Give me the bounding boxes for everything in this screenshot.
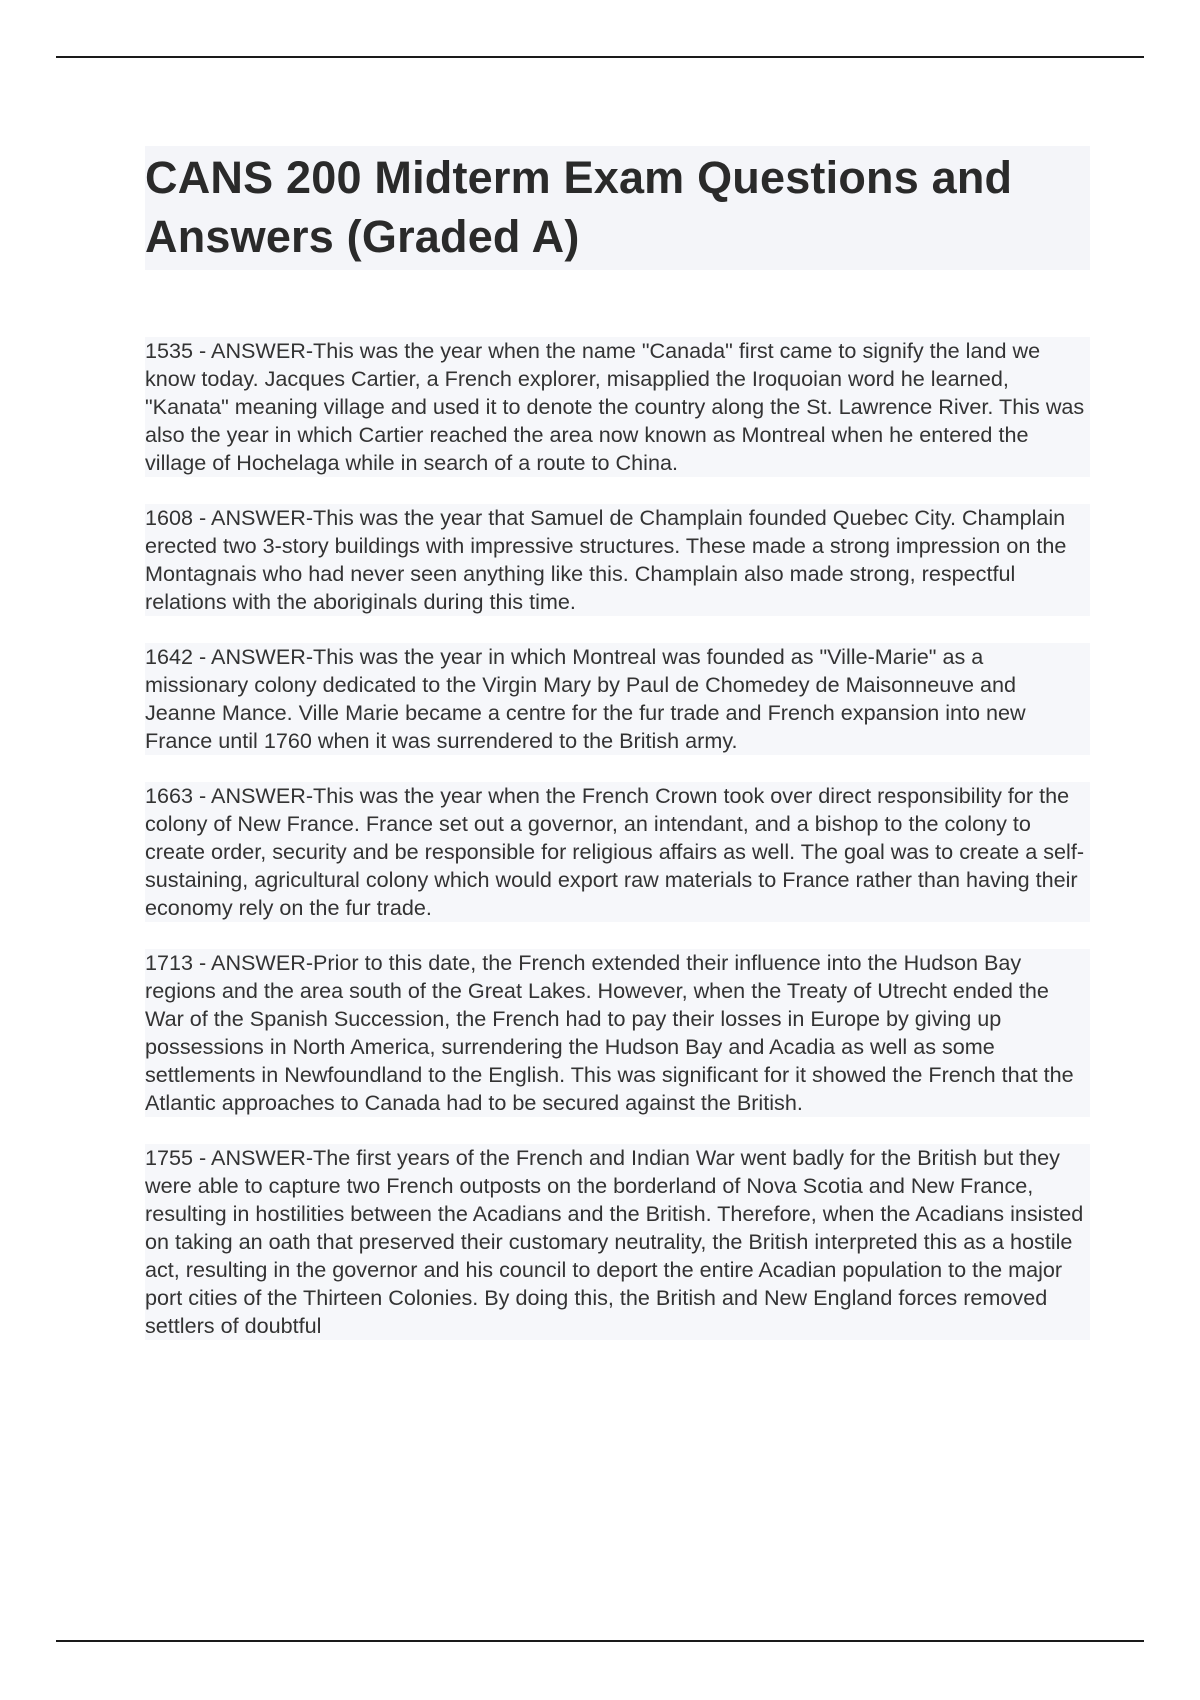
qa-entry-1642: 1642 - ANSWER-This was the year in which Montreal was founded as "Ville-Marie" as a missionary colony dedicated to the Virgin Mary by Paul de Chomedey de Maisonneuve and Jeanne Mance. Ville Marie became a centre for the fur trade and French expansion into new France until 1760 when it was surrendered to the British army. — [145, 643, 1090, 755]
title-block — [145, 146, 1090, 270]
qa-entry-1713: 1713 - ANSWER-Prior to this date, the French extended their influence into the Hudson Bay regions and the area south of the Great Lakes. However, when the Treaty of Utrecht ended the War of the Spanish Succession, the French had to pay their losses in Europe by giving up possessions in North America, surrendering the Hudson Bay and Acadia as well as some settlements in Newfoundland to the English. This was significant for it showed the French that the Atlantic approaches to Canada had to be secured against the British. — [145, 949, 1090, 1117]
qa-entry-1663: 1663 - ANSWER-This was the year when the French Crown took over direct responsibility for the colony of New France. France set out a governor, an intendant, and a bishop to the colony to create order, security and be responsible for religious affairs as well. The goal was to create a self-sustaining, agricultural colony which would export raw materials to France rather than having their economy rely on the fur trade. — [145, 782, 1090, 922]
qa-entry-1535: 1535 - ANSWER-This was the year when the name "Canada" first came to signify the land we know today. Jacques Cartier, a French explorer, misapplied the Iroquoian word he learned, "Kanata" meaning village and used it to denote the country along the St. Lawrence River. This was also the year in which Cartier reached the area now known as Montreal when he entered the village of Hochelaga while in search of a route to China. — [145, 337, 1090, 477]
qa-entry-1755: 1755 - ANSWER-The first years of the French and Indian War went badly for the British but they were able to capture two French outposts on the borderland of Nova Scotia and New France, resulting in hostilities between the Acadians and the British. Therefore, when the Acadians insisted on taking an oath that preserved their customary neutrality, the British interpreted this as a hostile act, resulting in the governor and his council to deport the entire Acadian population to the major port cities of the Thirteen Colonies. By doing this, the British and New England forces removed settlers of doubtful — [145, 1144, 1090, 1340]
qa-list — [145, 337, 1090, 1367]
page-title: CANS 200 Midterm Exam Questions and Answers (Graded A) — [145, 152, 1013, 262]
bottom-divider — [56, 1640, 1144, 1642]
qa-entry-1608: 1608 - ANSWER-This was the year that Samuel de Champlain founded Quebec City. Champlain erected two 3-story buildings with impressive structures. These made a strong impression on the Montagnais who had never seen anything like this. Champlain also made strong, respectful relations with the aboriginals during this time. — [145, 504, 1090, 616]
top-divider — [56, 56, 1144, 58]
